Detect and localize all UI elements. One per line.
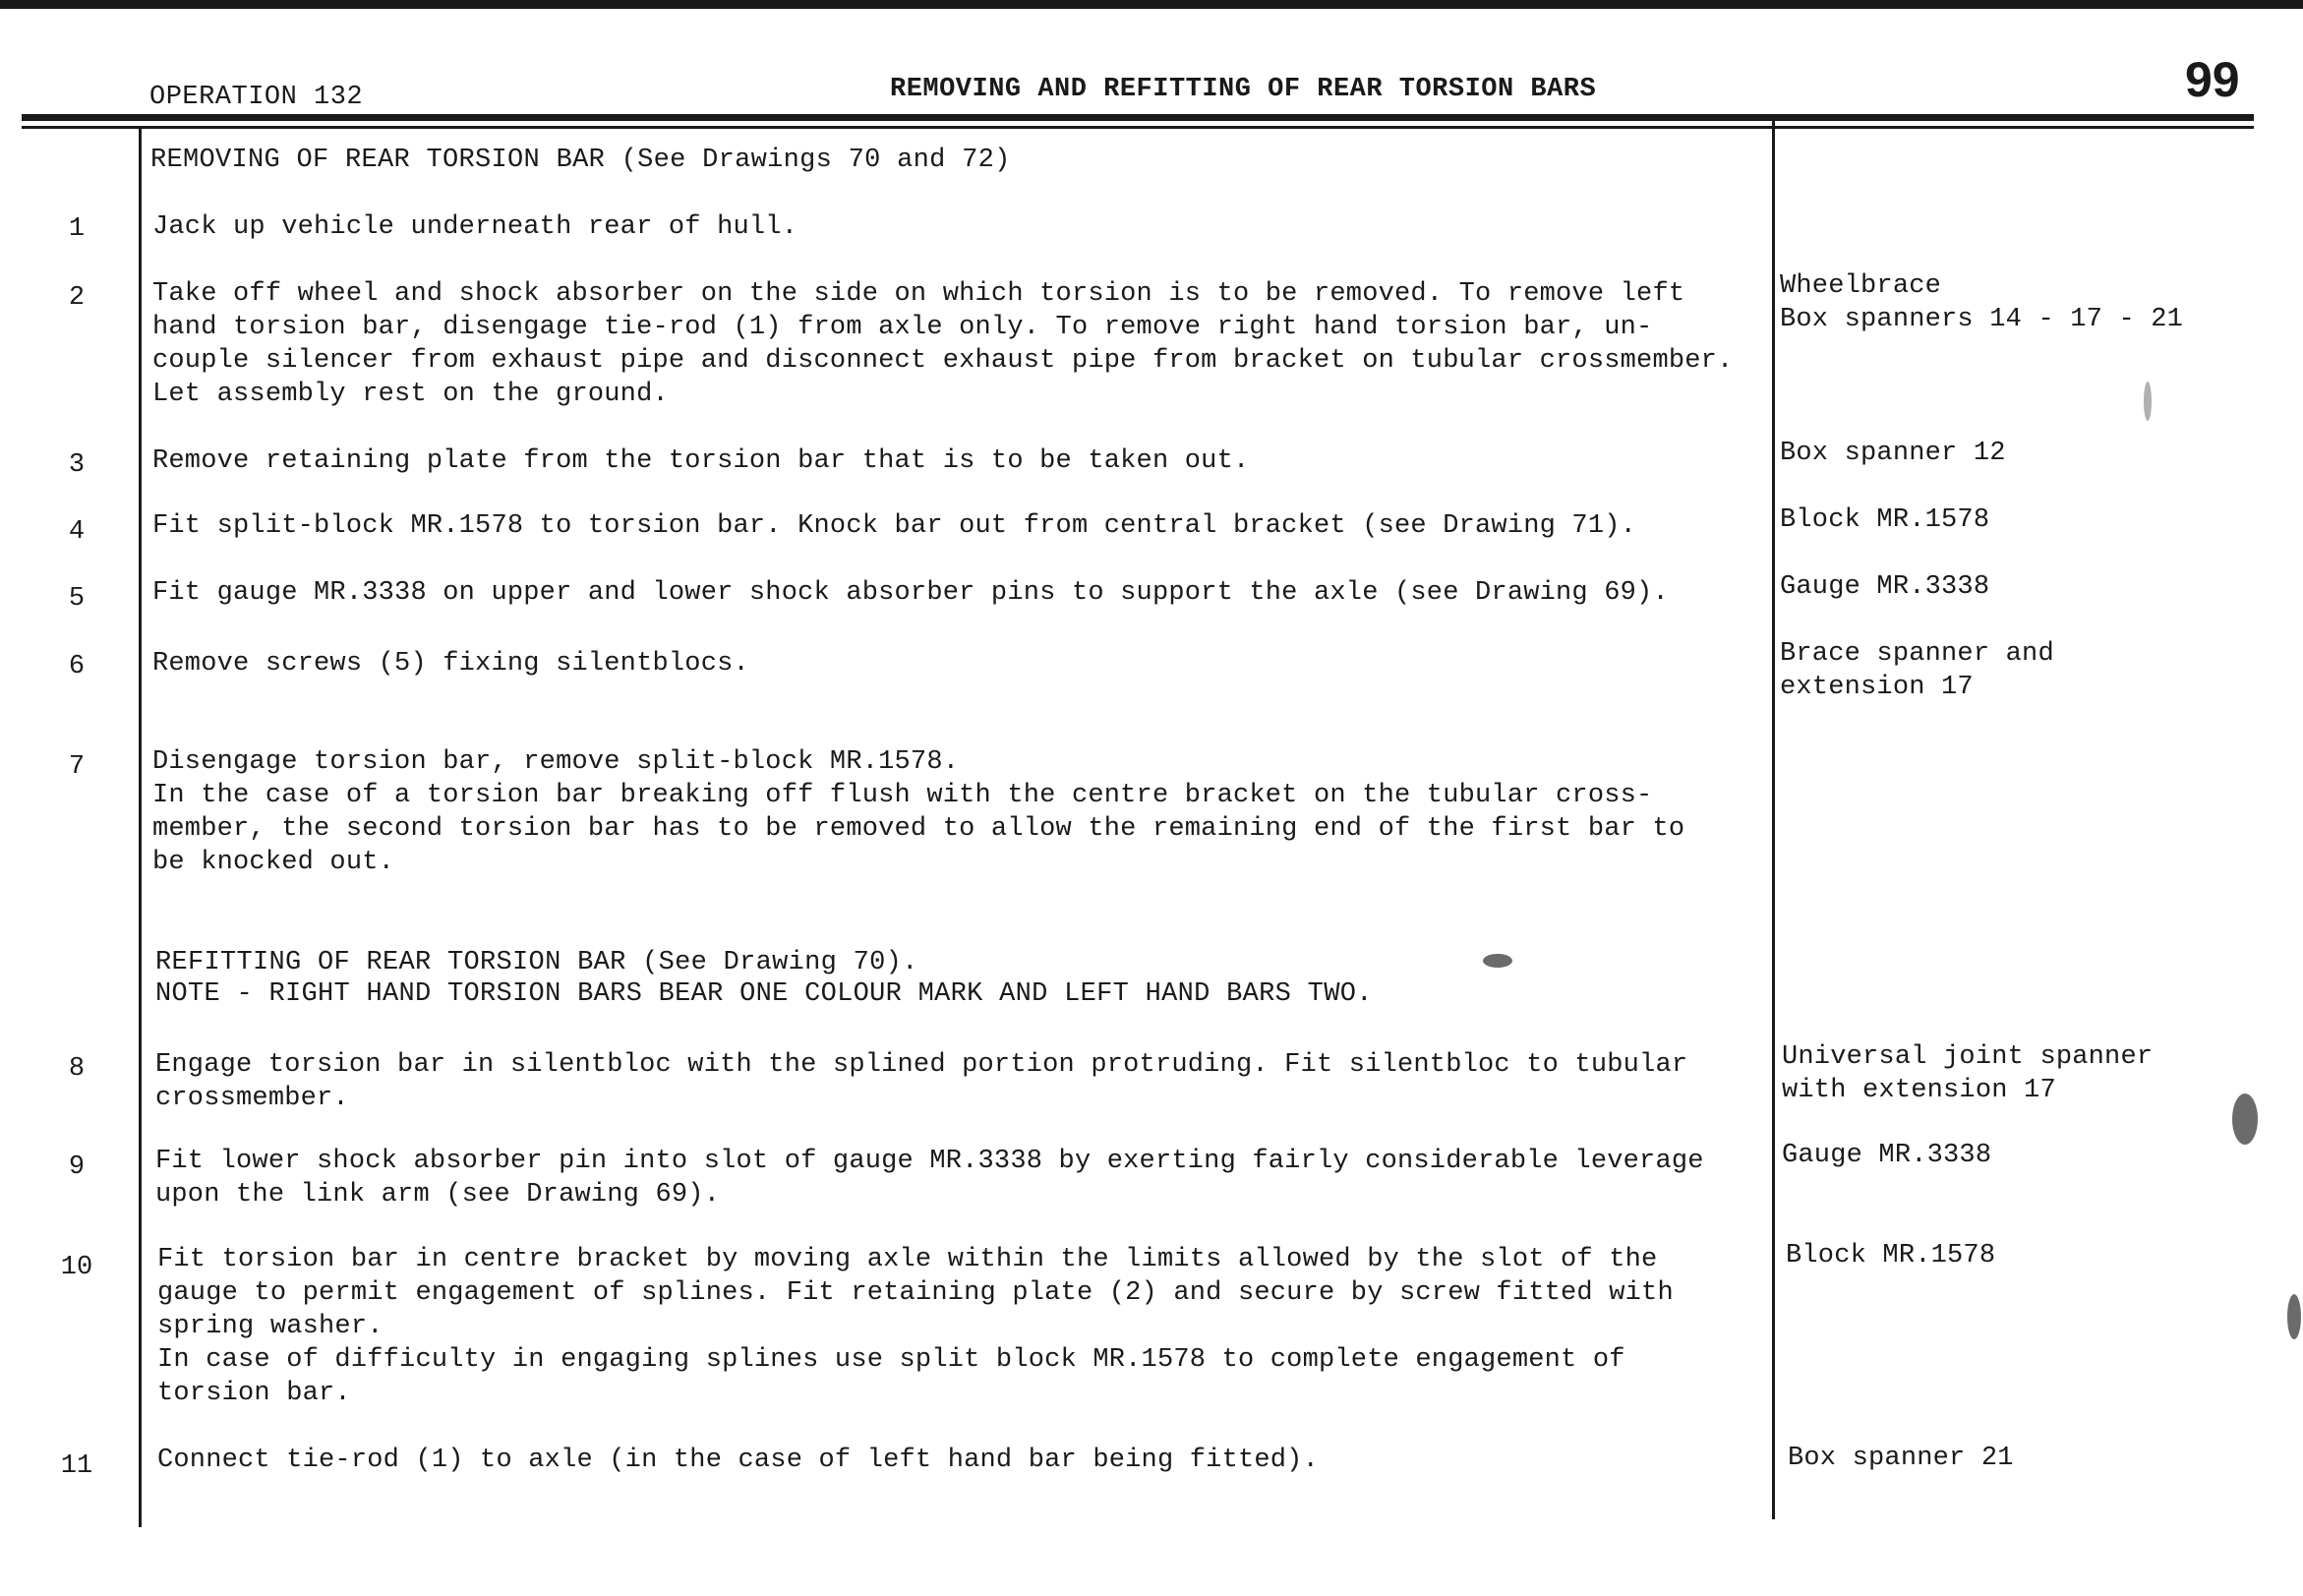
step-text: Fit split-block MR.1578 to torsion bar. Knock bar out from central bracket (see Drawing 71).: [152, 511, 1637, 541]
step-tool: Gauge MR.3338: [1782, 1141, 1992, 1170]
top-border: [0, 0, 2303, 9]
step-text: Jack up vehicle underneath rear of hull.: [152, 212, 798, 242]
step-tool: Brace spanner and extension 17: [1780, 639, 2054, 702]
step-text: Disengage torsion bar, remove split-block MR.1578. In the case of a torsion bar breaking off flush with the centre bracket on the tubular cross- member, the second torsion bar has to be removed to allow the remaining end of the first bar to be knocked out.: [152, 747, 1685, 877]
step-text: Remove retaining plate from the torsion bar that is to be taken out.: [152, 446, 1250, 476]
step-number: 1: [68, 214, 86, 244]
ink-smudge: [2287, 1294, 2301, 1339]
header-rule-thin: [22, 126, 2254, 129]
step-text: Remove screws (5) fixing silentblocs.: [152, 649, 749, 679]
ink-smudge: [2144, 382, 2152, 421]
step-number: 2: [68, 283, 86, 313]
step-number: 5: [68, 584, 86, 614]
step-text: Fit torsion bar in centre bracket by moving axle within the limits allowed by the slot of the gauge to permit engagement of splines. Fit retaining plate (2) and secure by screw fitted with spring washer. In case of difficulty in engaging splines use split block MR.1578 to complete engagement of torsion bar.: [157, 1245, 1674, 1408]
refitting-note: NOTE - RIGHT HAND TORSION BARS BEAR ONE COLOUR MARK AND LEFT HAND BARS TWO.: [155, 979, 1373, 1009]
page-title: REMOVING AND REFITTING OF REAR TORSION BARS: [890, 75, 1597, 104]
page-number: 99: [2185, 52, 2240, 107]
step-number: 4: [68, 517, 86, 547]
step-number: 6: [68, 652, 86, 681]
ink-smudge: [2232, 1094, 2258, 1145]
step-tool: Wheelbrace Box spanners 14 - 17 - 21: [1780, 271, 2184, 334]
step-tool: Gauge MR.3338: [1780, 572, 1990, 602]
ink-smudge: [1483, 954, 1512, 968]
step-tool: Universal joint spanner with extension 17: [1782, 1042, 2154, 1105]
removing-heading: REMOVING OF REAR TORSION BAR (See Drawings 70 and 72): [150, 146, 1011, 175]
step-text: Connect tie-rod (1) to axle (in the case of left hand bar being fitted).: [157, 1446, 1319, 1475]
step-tool: Box spanner 12: [1780, 439, 2006, 468]
step-text: Fit gauge MR.3338 on upper and lower shock absorber pins to support the axle (see Drawing 69).: [152, 578, 1669, 608]
step-text: Take off wheel and shock absorber on the side on which torsion is to be removed. To remove left hand torsion bar, disengage tie-rod (1) from axle only. To remove right hand torsion bar, un- couple silencer from exhaust pipe and disconnect exhaust pipe from bracket on tubular crossmember. Let assembly rest on the ground.: [152, 279, 1734, 409]
step-text: Fit lower shock absorber pin into slot of gauge MR.3338 by exerting fairly considerable leverage upon the link arm (see Drawing 69).: [155, 1147, 1704, 1210]
operation-label: OPERATION 132: [149, 83, 364, 112]
step-text: Engage torsion bar in silentbloc with the splined portion protruding. Fit silentbloc to tubular crossmember.: [155, 1050, 1688, 1113]
step-number: 10: [60, 1253, 93, 1282]
step-tool: Block MR.1578: [1786, 1241, 1996, 1271]
step-tool: Block MR.1578: [1780, 505, 1990, 535]
refitting-heading: REFITTING OF REAR TORSION BAR (See Drawing 70).: [155, 948, 918, 977]
left-column-rule: [139, 129, 142, 1527]
right-column-rule: [1772, 118, 1775, 1519]
header-rule-thick: [22, 114, 2254, 121]
step-number: 3: [68, 450, 86, 480]
step-number: 9: [68, 1153, 86, 1182]
step-number: 11: [60, 1451, 93, 1481]
step-number: 7: [68, 752, 86, 782]
step-number: 8: [68, 1054, 86, 1084]
step-tool: Box spanner 21: [1788, 1444, 2014, 1473]
